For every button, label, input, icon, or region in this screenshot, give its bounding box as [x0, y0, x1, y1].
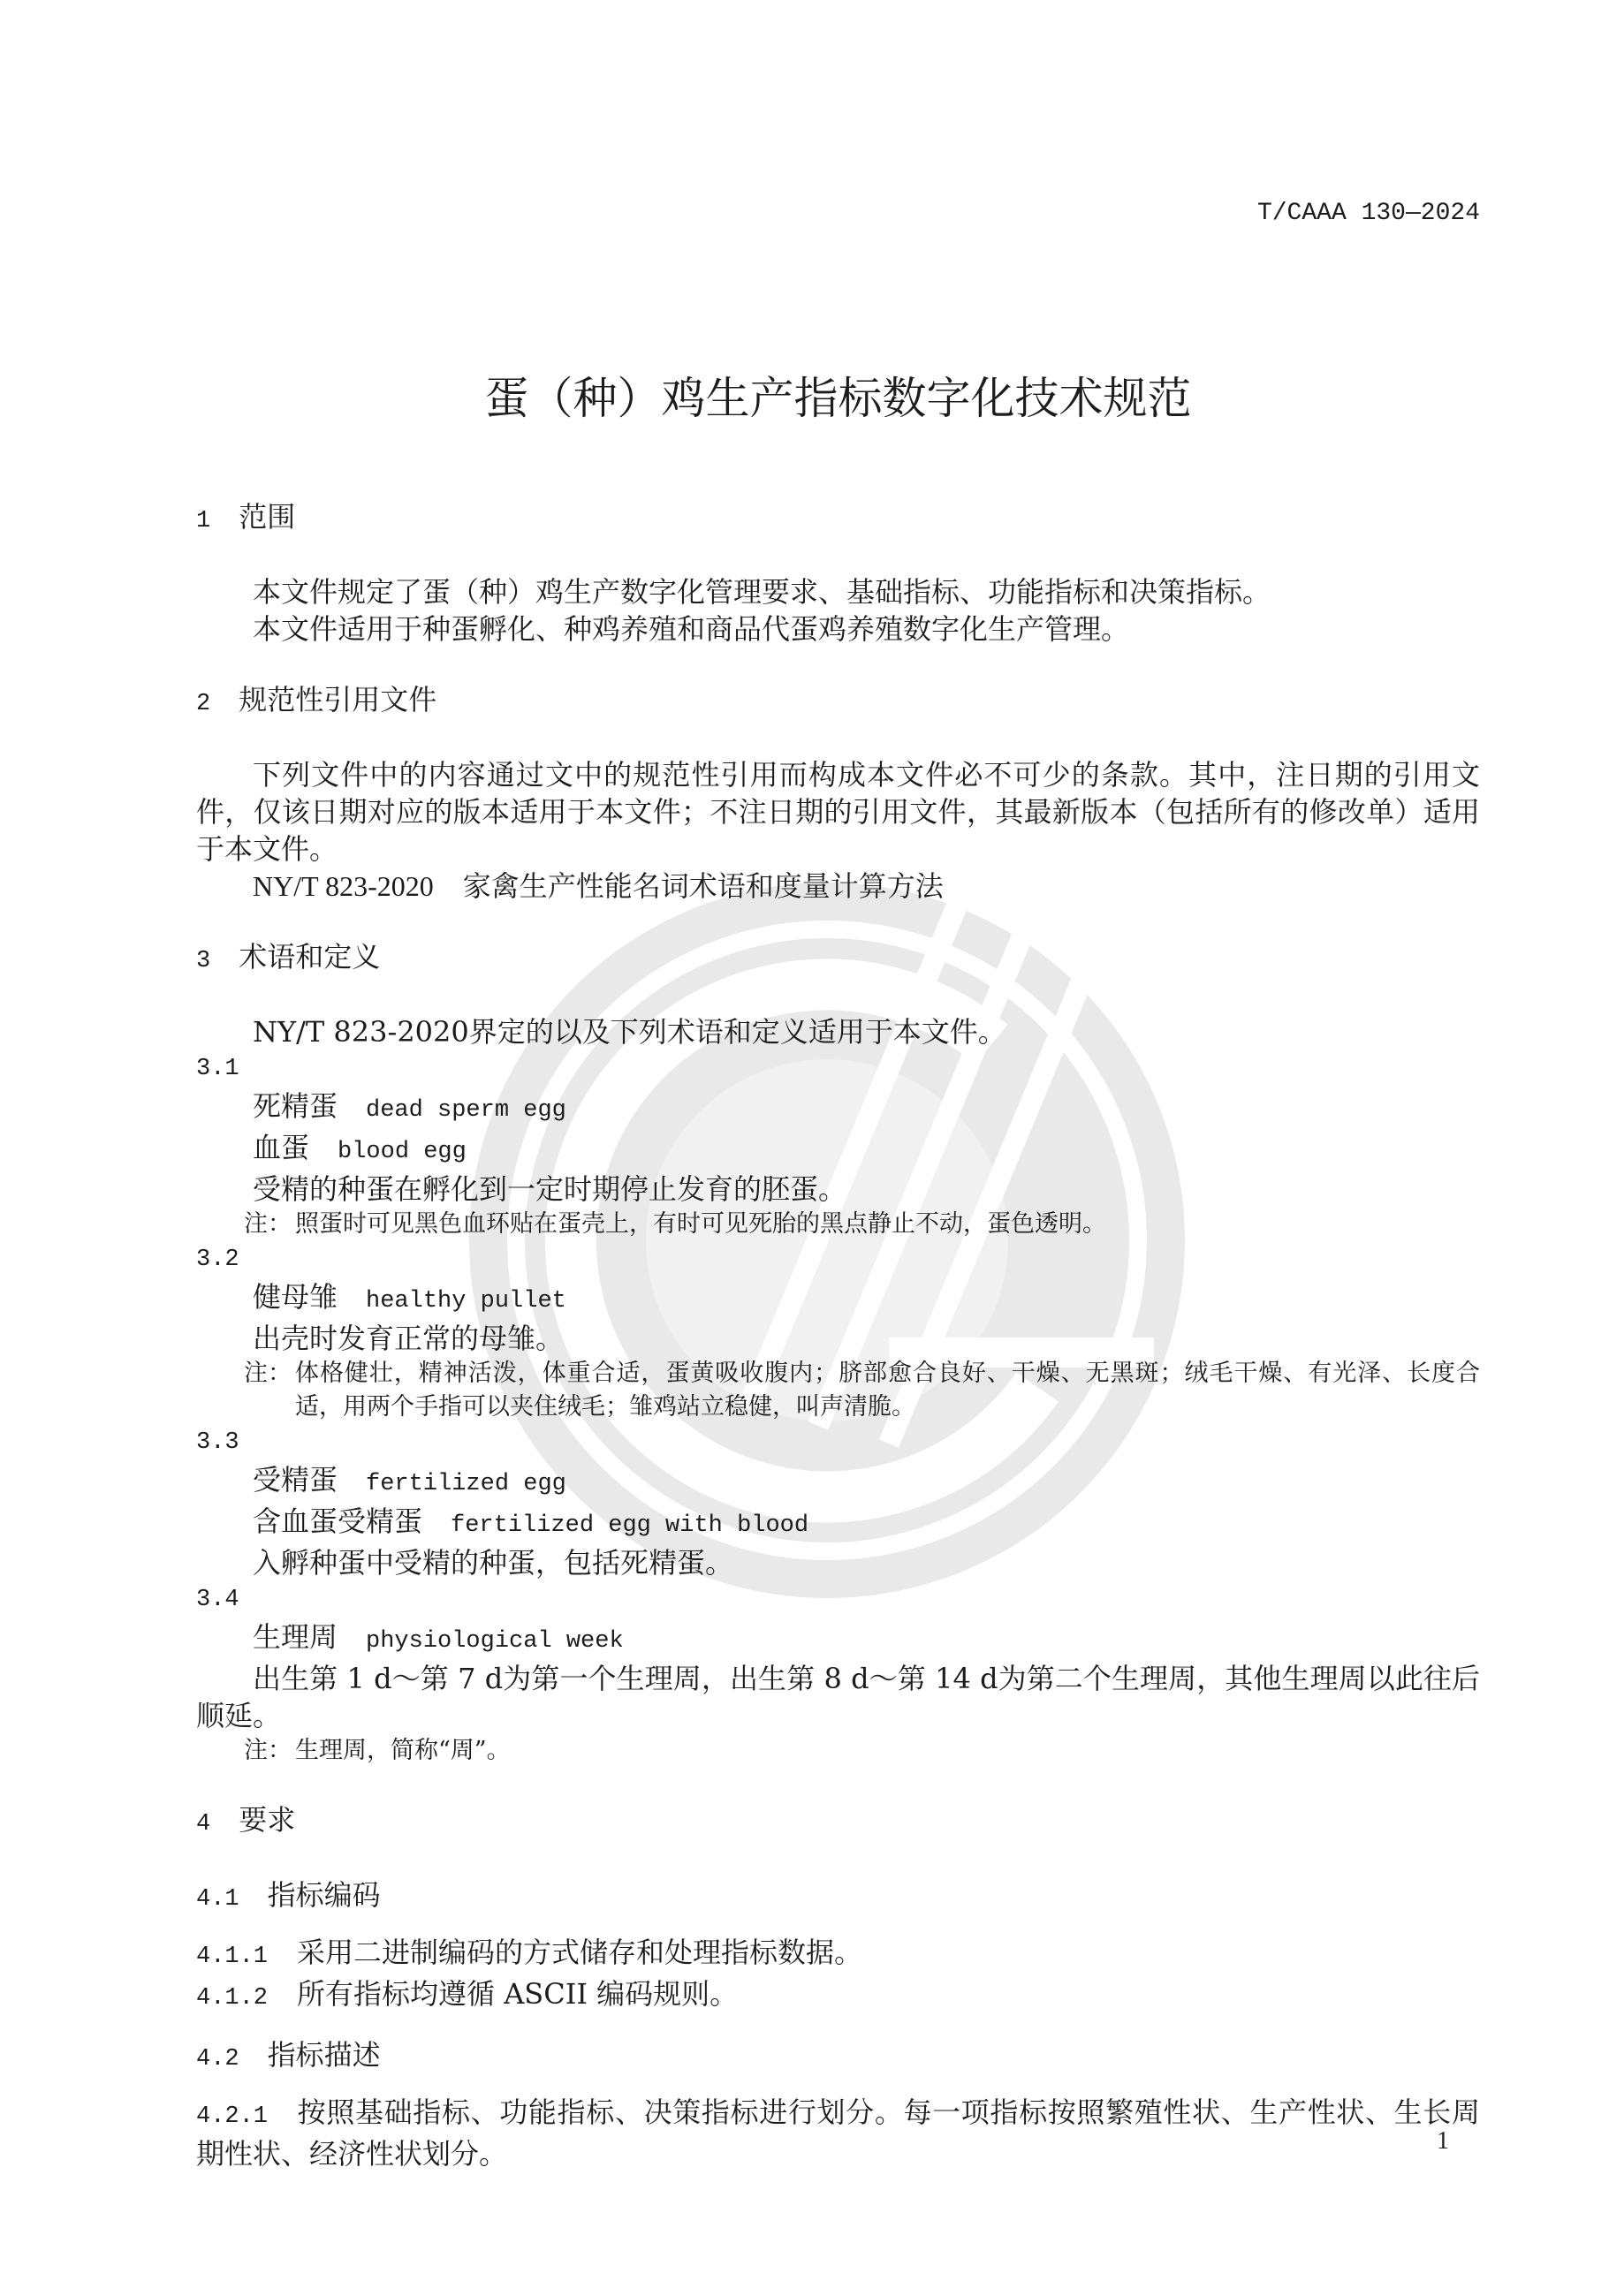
term-line — [196, 1461, 1480, 1503]
section-heading-scope — [196, 498, 1480, 540]
paragraph: 本文件适用于种蛋孵化、种鸡养殖和商品代蛋鸡养殖数字化生产管理。 — [253, 612, 1130, 646]
term-note — [196, 1357, 1480, 1424]
term-definition: 出壳时发育正常的母雏。 — [253, 1322, 565, 1355]
term-line — [196, 1618, 1480, 1660]
paragraph: 下列文件中的内容通过文中的规范性引用而构成本文件必不可少的条款。其中，注日期的引用文件，仅该日期对应的版本适用于本文件；不注日期的引用文件，其最新版本（包括所有的修改单）适用于本文件。 — [196, 758, 1480, 866]
section-number: 3 — [196, 948, 211, 974]
section-heading-requirements — [196, 1801, 1480, 1843]
clause-number: 4.1.1 — [196, 1944, 269, 1970]
note-text: 体格健壮，精神活泼，体重合适，蛋黄吸收腹内；脐部愈合良好、干燥、无黑斑；绒毛干燥、有光泽、长度合适，用两个手指可以夹住绒毛；雏鸡站立稳健，叫声清脆。 — [295, 1360, 1480, 1421]
term-note — [196, 1734, 1480, 1768]
section-heading-normative-references — [196, 681, 1480, 723]
term-definition: 入孵种蛋中受精的种蛋，包括死精蛋。 — [253, 1546, 734, 1580]
section-heading-terms — [196, 938, 1480, 980]
clause — [196, 2094, 1480, 2172]
subsection-heading-indicator-coding — [196, 1876, 1480, 1918]
subsection-heading-indicator-description — [196, 2036, 1480, 2078]
clause — [196, 1934, 1480, 1975]
term-line — [196, 1129, 1480, 1171]
term-chinese: 含血蛋受精蛋 — [253, 1504, 423, 1538]
document-title: 蛋（种）鸡生产指标数字化技术规范 — [484, 373, 1192, 424]
section-number: 1 — [196, 508, 211, 534]
note-label: 注： — [244, 1737, 292, 1764]
paragraph: 本文件规定了蛋（种）鸡生产数字化管理要求、基础指标、功能指标和决策指标。 — [253, 575, 1271, 609]
section-title: 术语和定义 — [239, 940, 381, 974]
clause-number: 4.2.1 — [196, 2103, 269, 2130]
subsection-title: 指标编码 — [267, 1878, 381, 1912]
page-number: 1 — [1437, 2127, 1449, 2155]
term-english: dead sperm egg — [366, 1097, 566, 1124]
clause-text: 采用二进制编码的方式储存和处理指标数据。 — [297, 1936, 863, 1969]
term-line — [196, 1278, 1480, 1320]
section-title: 范围 — [239, 500, 296, 534]
term-line — [196, 1503, 1480, 1544]
term-definition: 受精的种蛋在孵化到一定时期停止发育的胚蛋。 — [253, 1172, 847, 1206]
term-entry-number: 3.1 — [196, 1056, 239, 1082]
term-chinese: 死精蛋 — [253, 1089, 338, 1123]
term-chinese: 健母雏 — [253, 1280, 338, 1314]
terms-intro: NY/T 823-2020界定的以及下列术语和定义适用于本文件。 — [253, 1015, 1006, 1049]
reference-item — [196, 868, 1480, 905]
term-english: fertilized egg with blood — [451, 1512, 809, 1539]
note-label: 注： — [244, 1360, 292, 1387]
term-chinese: 受精蛋 — [253, 1463, 338, 1497]
term-english: physiological week — [366, 1628, 624, 1655]
section-number: 4 — [196, 1811, 211, 1838]
term-chinese: 血蛋 — [253, 1131, 310, 1164]
reference-title: 家禽生产性能名词术语和度量计算方法 — [462, 869, 944, 903]
clause-number: 4.1.2 — [196, 1985, 269, 2012]
section-title: 要求 — [239, 1803, 296, 1837]
section-number: 2 — [196, 691, 211, 717]
clause-text: 按照基础指标、功能指标、决策指标进行划分。每一项指标按照繁殖性状、生产性状、生长周期性状、经济性状划分。 — [196, 2095, 1480, 2171]
standard-code: T/CAAA 130—2024 — [1256, 200, 1480, 227]
reference-code: NY/T 823-2020 — [253, 870, 434, 902]
clause-text: 所有指标均遵循 ASCII 编码规则。 — [297, 1977, 739, 2011]
document-body — [196, 498, 1480, 2172]
term-line — [196, 1087, 1480, 1129]
note-label: 注： — [244, 1210, 292, 1238]
term-entry-number: 3.2 — [196, 1247, 239, 1273]
term-english: healthy pullet — [366, 1288, 566, 1315]
term-definition: 出生第 1 d～第 7 d为第一个生理周，出生第 8 d～第 14 d为第二个生理周，其他生理周以此往后顺延。 — [196, 1662, 1480, 1732]
note-text: 生理周，简称“周”。 — [295, 1737, 511, 1764]
note-text: 照蛋时可见黑色血环贴在蛋壳上，有时可见死胎的黑点静止不动，蛋色透明。 — [295, 1210, 1106, 1238]
clause — [196, 1975, 1480, 2017]
subsection-title: 指标描述 — [267, 2038, 381, 2072]
term-english: blood egg — [338, 1139, 467, 1165]
term-english: fertilized egg — [366, 1471, 566, 1497]
subsection-number: 4.2 — [196, 2046, 239, 2072]
term-note — [196, 1208, 1480, 1241]
subsection-number: 4.1 — [196, 1886, 239, 1913]
term-chinese: 生理周 — [253, 1620, 338, 1654]
term-entry-number: 3.4 — [196, 1587, 239, 1613]
term-entry-number: 3.3 — [196, 1429, 239, 1456]
section-title: 规范性引用文件 — [239, 683, 437, 716]
